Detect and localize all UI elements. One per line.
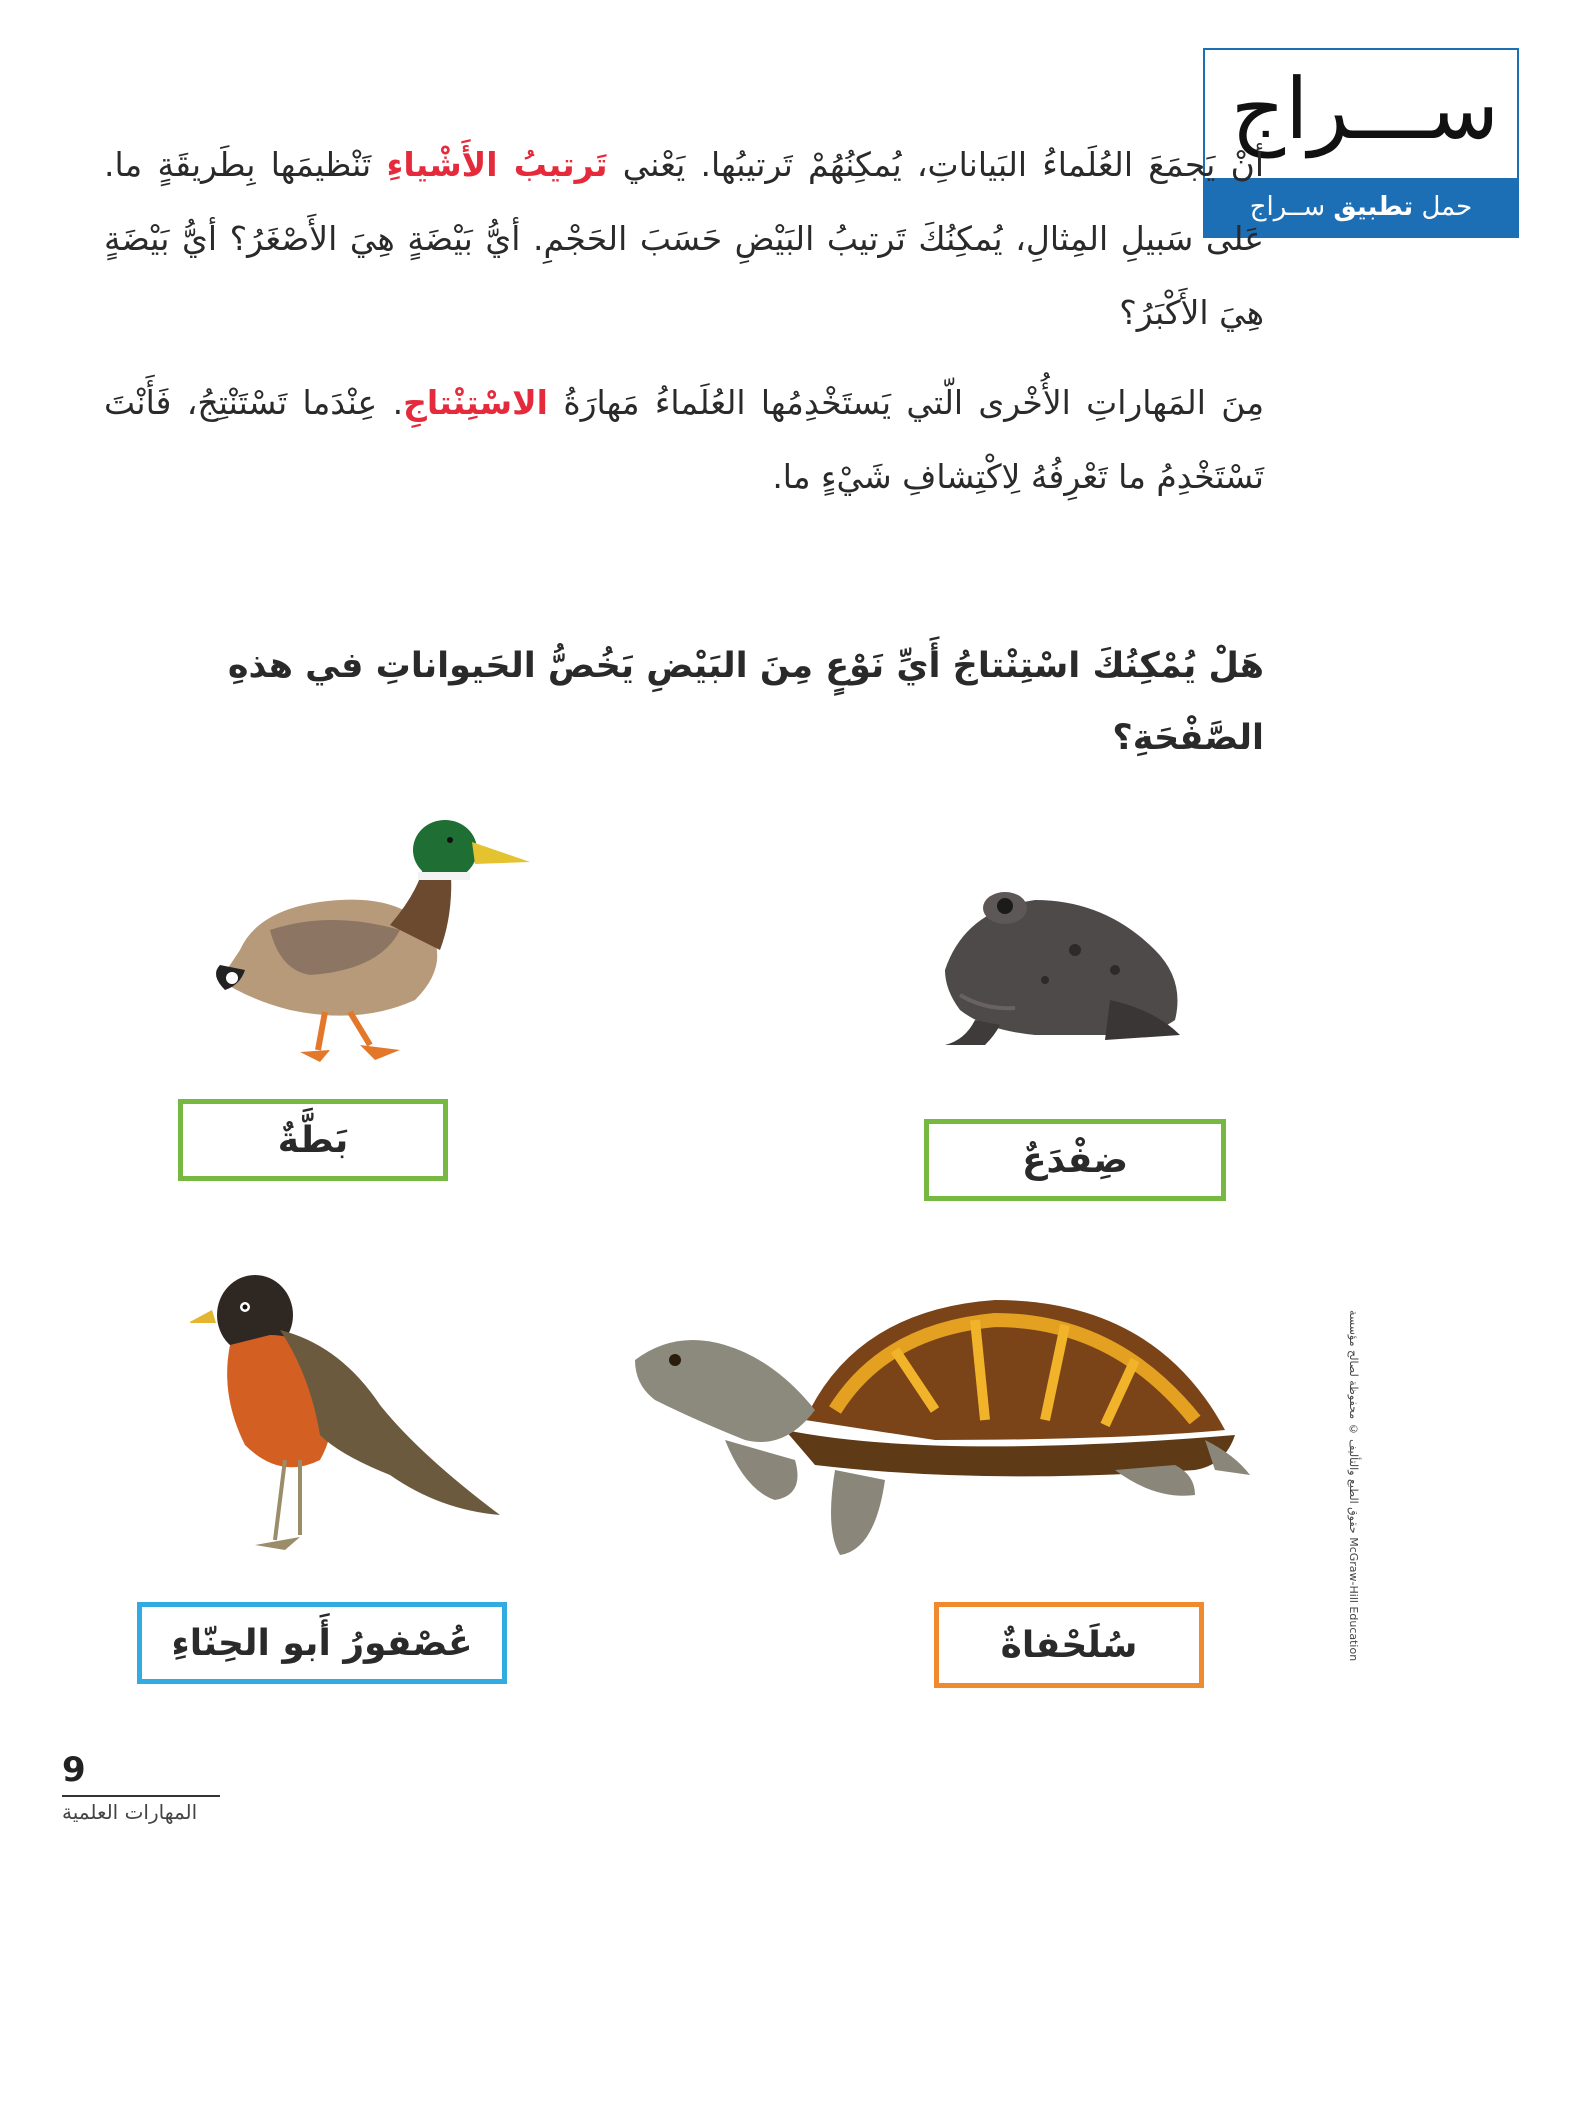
paragraph-1-part-2: تَنْظيمَها بِطَريقَةٍ ما. عَلى سَبيلِ المِثالِ، يُمكِنُكَ تَرتيبُ البَيْضِ حَسَبَ الحَجْمِ. أيُّ بَيْضَةٍ هِيَ الأَصْغَرُ؟ أيُّ بَيْضَةٍ هِيَ الأَكْبَرُ؟ (104, 145, 1264, 332)
label-turtle (934, 1602, 1204, 1688)
logo-tagline-bold: تطبيق (1333, 192, 1414, 222)
duck-image (200, 800, 540, 1070)
robin-image (190, 1255, 510, 1565)
question: هَلْ يُمْكِنُكَ اسْتِنْتاجُ أَيِّ نَوْعٍ مِنَ البَيْضِ يَخُصُّ الحَيواناتِ في هذهِ الصَّفْحَةِ؟ (227, 646, 1264, 758)
page-number: 9 (62, 1750, 86, 1790)
label-turtle-text: سُلَحْفاةٌ (1000, 1624, 1138, 1666)
label-duck-text: بَطَّةٌ (277, 1119, 349, 1161)
section-label: المهارات العلمية (62, 1800, 198, 1824)
paragraph-ordering (104, 128, 1264, 350)
paragraph-2-part-1: مِنَ المَهاراتِ الأُخْرى الّتي يَستَخْدِمُها العُلَماءُ مَهارَةُ (548, 383, 1265, 422)
copyright-notice: حقوق الطبع والتأليف © محفوظة لصالح مؤسسة McGraw-Hill Education (1347, 1310, 1360, 1662)
paragraph-1-part-1: أنْ يَجمَعَ العُلَماءُ البَياناتِ، يُمكِنُهُمْ تَرتيبُها. يَعْني (607, 145, 1264, 184)
label-frog-text: ضِفْدَعٌ (1021, 1139, 1129, 1181)
term-inference: الاسْتِنْتاجِ (403, 383, 548, 422)
logo-tagline-suffix: ســراج (1249, 192, 1326, 222)
term-ordering: تَرتيبُ الأَشْياءِ (386, 145, 608, 184)
logo-tagline-prefix: حمل (1421, 192, 1473, 222)
label-frog (924, 1119, 1226, 1201)
footer-divider (62, 1795, 220, 1797)
label-robin (137, 1602, 507, 1684)
label-robin-text: عُصْفورُ أَبو الحِنّاءِ (171, 1622, 473, 1664)
frog-image (925, 860, 1205, 1060)
logo-wordmark: ســـراج (1230, 60, 1499, 158)
paragraph-inference (104, 366, 1264, 514)
label-duck (178, 1099, 448, 1181)
turtle-image (635, 1290, 1255, 1570)
paragraph-2-part-2: . عِنْدَما تَسْتَنْتِجُ، فَأَنْتَ تَسْتَخْدِمُ ما تَعْرِفُهُ لِاكْتِشافِ شَيْءٍ ما. (104, 383, 1264, 496)
